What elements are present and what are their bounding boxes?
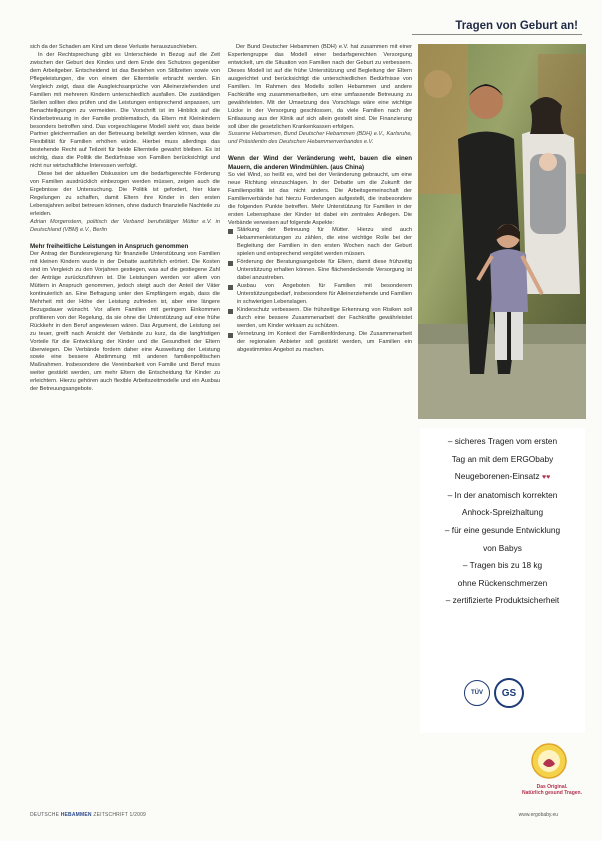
ad-line: Anhock-Spreizhaltung <box>461 507 544 518</box>
bullet-list <box>228 227 412 354</box>
ad-line: – Tragen bis zu 18 kg <box>462 560 543 571</box>
gs-seal-icon: GS <box>494 678 524 708</box>
ad-line: – In der anatomisch korrekten <box>447 489 558 500</box>
tagline-line: Natürlich gesund Tragen. <box>521 790 582 796</box>
ad-line: – zertifizierte Produktsicherheit <box>445 595 560 606</box>
section-heading: Wenn der Wind der Veränderung weht, bauen die einen Mauern, die anderen Windmühlen. (aus China) <box>228 155 412 171</box>
ergobaby-ad-text <box>420 433 585 610</box>
page-header-title: Tragen von Geburt an! <box>455 20 578 32</box>
citation: Adrian Morgenstern, politisch der Verband berufstätiger Mütter e.V. in Deutschland (VBM) e.V., Berlin <box>30 218 220 233</box>
paragraph: Diese bei der aktuellen Diskussion um die bedarfsgerechte Förderung von Familien ausdrücklich einbezogen werden müssen, zeigen auch die Ergebnisse der Untersuchung. Die Politik ist gefordert, hier klare Regelungen zu schaffen, damit Eltern ihre Kinder in den ersten Lebensjahren selbst betreuen können, ohne dadurch finanzielle Nachteile zu erleiden. <box>30 171 220 218</box>
ad-line-text: Neugeborenen-Einsatz <box>454 471 540 482</box>
paragraph: sich da der Schaden am Kind um diese Verluste herauszuschieben. <box>30 44 198 50</box>
paragraph: In der Rechtsprechung gibt es Unterschiede in Bezug auf die Zeit zwischen der Geburt des Kindes und dem Ende des Schutzes gegenüber dem Arbeitgeber. Entscheidend ist das Bestehen von Stillzeiten sowie von Pflegeleistungen, die von einem der Elternteile erbracht werden. Ein Vergleich zeigt, dass die Ausgleichsanprüche von Alleinerziehenden und Familien mit mehreren Kindern unterschiedlich ausfallen. Die zuständigen Stellen sollten dies prüfen und die Leistungen entsprechend anpassen, um Benachteiligungen zu vermeiden. Die Vorschrift ist im Hinblick auf die Kinderbetreuung in der Familie problematisch, da Eltern mit Kleinkindern besonders betroffen sind. Das vorgeschlagene Modell sieht vor, dass beide Partner gleichermaßen an der Betreuung beteiligt werden können, was die Flexibilität für Familien erhöhen würde. Hierbei muss allerdings das bestehende Recht auf Teilzeit für beide Elternteile gewahrt bleiben. Es ist wichtig, dass die Politik die Bedürfnisse von Familien berücksichtigt und nicht nur wirtschaftliche Interessen verfolgt. <box>30 51 220 170</box>
article-column-1 <box>30 44 220 394</box>
ad-line <box>420 468 585 487</box>
footer-brand: HEBAMMEN <box>60 812 92 818</box>
paragraph: So viel Wind, so heißt es, wird bei der Veränderung gebraucht, um eine neue Richtung einzuschlagen. In der Debatte um die Zukunft der Familienpolitik ist das nicht anders. Die Arbeitsgemeinschaft der Familienverbände hat hierzu Forderungen aufgestellt, die insbesondere die folgenden Punkte betreffen. Mehr Unterstützung für Familien in der ersten Lebensphase der Kinder ist dabei ein zentrales Anliegen. Die Verbände verweisen auf folgende Aspekte: <box>228 171 412 226</box>
ad-line: von Babys <box>483 542 522 553</box>
paragraph: Der Antrag der Bundesregierung für finanzielle Unterstützung von Familien mit kleinen Kindern wurde in der Debatte ausführlich erörtert. Die Kosten sind im Vergleich zu den Vorjahren gestiegen, was auf die gestiegene Zahl der Anträge zurückzuführen ist. Die Leistungen werden vor allem von Müttern in Anspruch genommen, jedoch steigt auch der Anteil der Väter kontinuierlich an. Eine Befragung unter den Empfängern ergab, dass die Mehrheit mit der Höhe der Leistung zufrieden ist, aber eine längere Bezugsdauer wünscht. Vor allem Familien mit geringem Einkommen profitieren von der Regelung, da sie ohne die Unterstützung auf eine frühe Rückkehr in den Beruf angewiesen wären. Das Argument, die Leistung sei zu teuer, greift nach Ansicht der Verbände zu kurz, da die langfristigen Vorteile für die Entwicklung der Kinder und die Gesundheit der Eltern überwiegen. Die Verbände fordern daher eine Ausweitung der Leistung sowie eine bessere Abstimmung mit anderen familienpolitischen Maßnahmen. Insbesondere die Vereinbarkeit von Familie und Beruf muss weiter gestärkt werden, um mehr Eltern die Entscheidung für Kinder zu erleichtern. Hierzu gehören auch flexible Arbeitszeitmodelle und ein Ausbau der Betreuungsangebote. <box>30 251 220 393</box>
list-item: Förderung der Beratungsangebote für Eltern, damit diese frühzeitig Unterstützung erhalten können. Eine flächendeckende Versorgung ist dabei anzustreben. <box>228 259 412 283</box>
ad-line: – für eine gesunde Entwicklung <box>444 524 561 535</box>
citation: Susanne Hebammen, Bund Deutscher Hebammen (BDH) e.V., Karlsruhe, und Präsidentin des Deutschen Hebammenverbandes e.V. <box>228 131 412 146</box>
ergobaby-logo <box>530 742 568 780</box>
list-item: Ausbau von Angeboten für Familien mit besonderem Unterstützungsbedarf, insbesondere für Alleinerziehende und Familien in schwierigen Lebenslagen. <box>228 283 412 307</box>
footer-prefix: DEUTSCHE <box>30 812 60 818</box>
heart-icon: ♥♥ <box>541 474 551 482</box>
tagline-line: Das Original. <box>536 784 568 790</box>
tuv-seal-icon: TÜV <box>464 680 490 706</box>
family-photo <box>418 44 586 419</box>
ad-line: ohne Rückenschmerzen <box>457 577 548 588</box>
footer-publication <box>30 812 146 818</box>
paragraph: Der Bund Deutscher Hebammen (BDH) e.V. hat zusammen mit einer Expertengruppe das Modell einer bedarfsgerechten Versorgung entwickelt, um die Situation von Familien nach der Geburt zu verbessern. Dieses Modell ist auf die frühe Unterstützung und Begleitung der Eltern ausgerichtet und berücksichtigt die unterschiedlichen Bedürfnisse von Familien. Im Rahmen des Modells sollen Hebammen und andere Fachkräfte eng zusammenarbeiten, um eine umfassende Betreuung zu gewährleisten. Mit der Umsetzung des Vorschlags wäre eine wichtige Lücke in der Versorgung geschlossen, da viele Familien nach der Entlassung aus der Klinik auf sich allein gestellt sind. Die Finanzierung soll über die gesetzlichen Krankenkassen erfolgen. <box>228 44 412 130</box>
list-item: Kinderschutz verbessern. Die frühzeitige Erkennung von Risiken soll durch eine bessere Zusammenarbeit der Fachkräfte gewährleistet werden, um Kinder wirksam zu schützen. <box>228 307 412 331</box>
header-rule <box>412 34 582 35</box>
footer-issue: ZEITSCHRIFT 1/2009 <box>93 812 147 818</box>
list-item: Stärkung der Betreuung für Mütter. Hierzu sind auch Hebammenleistungen zu zählen, die eine wichtige Rolle bei der Begleitung der Familien in den ersten Wochen nach der Geburt spielen und entsprechend vergütet werden müssen. <box>228 227 412 259</box>
list-item: Vernetzung im Kontext der Familienförderung. Die Zusammenarbeit der regionalen Anbieter soll gestärkt werden, um Familien ein abgestimmtes Angebot zu machen. <box>228 331 412 355</box>
family-photo-illustration <box>418 44 586 419</box>
ad-line: Tag an mit dem ERGObaby <box>451 453 554 464</box>
footer-url[interactable]: www.ergobaby.eu <box>518 812 558 818</box>
ergobaby-tagline <box>517 784 587 796</box>
article-column-2 <box>228 44 412 355</box>
ad-line: – sicheres Tragen vom ersten <box>447 436 558 446</box>
section-heading: Mehr freiheitliche Leistungen in Anspruch genommen <box>30 242 189 250</box>
